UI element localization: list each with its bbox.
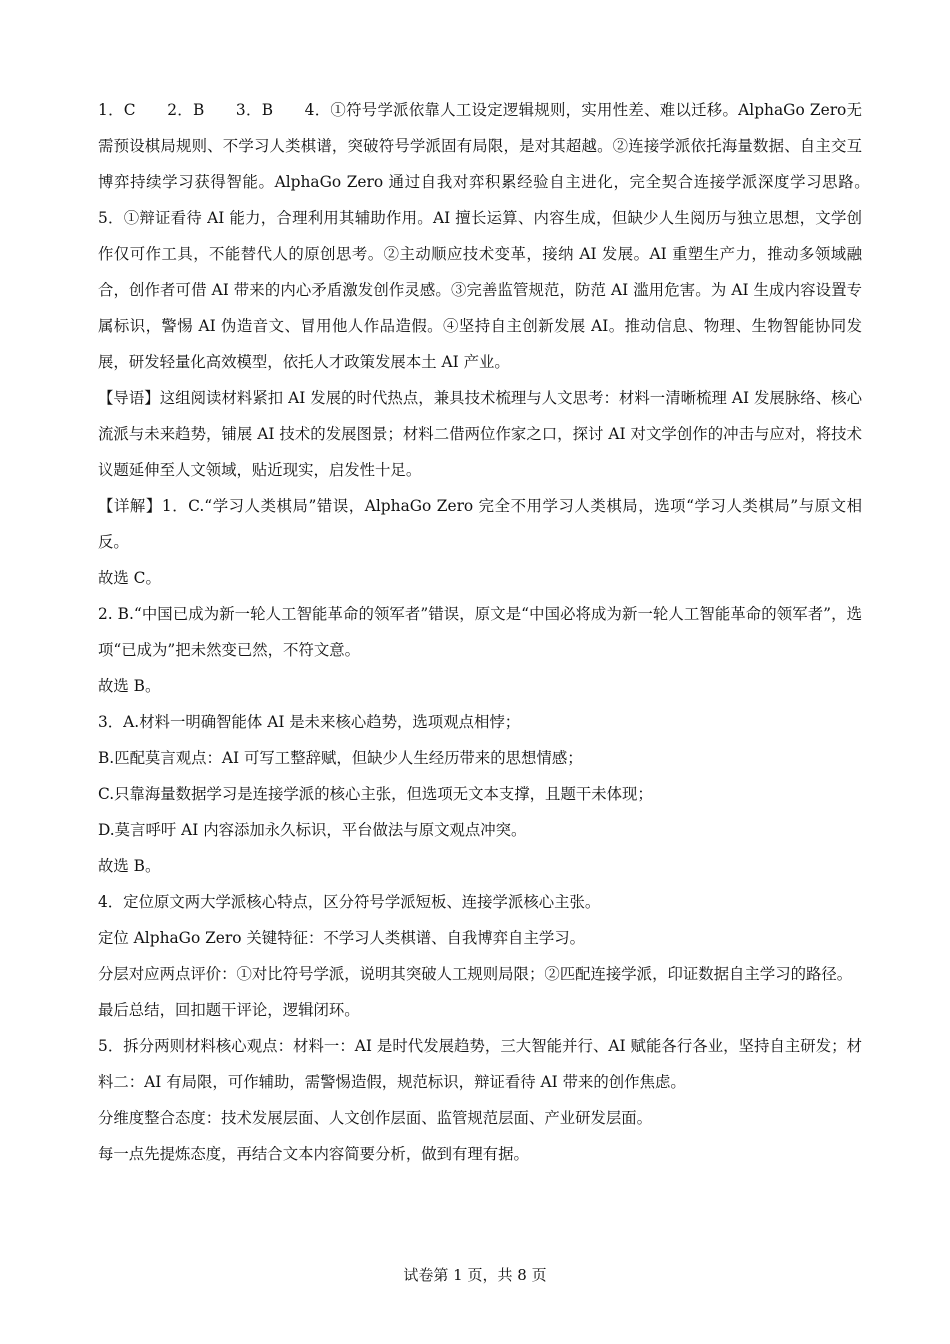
- detail-q5-step2: 分维度整合态度：技术发展层面、人文创作层面、监管规范层面、产业研发层面。: [98, 1109, 653, 1127]
- detail-q4-step4: 最后总结，回扣题干评论，逻辑闭环。: [98, 1001, 360, 1019]
- detail-q5-step1: 5．拆分两则材料核心观点：材料一：AI 是时代发展趋势，三大智能并行、AI 赋能各行各业，坚持自主研发；材料二：AI 有局限，可作辅助，需警惕造假，规范标识，辩证看待 AI 带来的创作焦虑。: [98, 1037, 862, 1091]
- answer-content: [98, 92, 893, 1172]
- detail-q2-choice: 故选 B。: [98, 677, 161, 695]
- detail-q3-b: B.匹配莫言观点：AI 可写工整辞赋，但缺少人生经历带来的思想情感；: [98, 749, 583, 767]
- page-footer: 试卷第 1 页，共 8 页: [403, 1266, 547, 1284]
- answer-paragraph-1: 1．C 2．B 3．B 4．①符号学派依靠人工设定逻辑规则，实用性差、难以迁移。AlphaGo Zero无需预设棋局规则、不学习人类棋谱，突破符号学派固有局限，是对其超越。②连接学派依托海量数据、自主交互博弈持续学习获得智能。AlphaGo Zero 通过自我对弈积累经验自主进化，完全契合连接学派深度学习思路。 5．①辩证看待 AI 能力，合理利用其辅助作用。AI 擅长运算、内容生成，但缺少人生阅历与独立思想，文学创作仅可作工具，不能替代人的原创思考。②主动顺应技术变革，接纳 AI 发展。AI 重塑生产力，推动多领域融合，创作者可借 AI 带来的内心矛盾激发创作灵感。③完善监管规范，防范 AI 滥用危害。为 AI 生成内容设置专属标识，警惕 AI 伪造音文、冒用他人作品造假。④坚持自主创新发展 AI。推动信息、物理、生物智能协同发展，研发轻量化高效模型，依托人才政策发展本土 AI 产业。: [98, 101, 893, 371]
- detail-q4-step2: 定位 AlphaGo Zero 关键特征：不学习人类棋谱、自我博弈自主学习。: [98, 929, 586, 947]
- detail-q3-c: C.只靠海量数据学习是连接学派的核心主张，但选项无文本支撑，且题干未体现；: [98, 785, 653, 803]
- intro-paragraph: 【导语】这组阅读材料紧扣 AI 发展的时代热点，兼具技术梳理与人文思考：材料一清晰梳理 AI 发展脉络、核心流派与未来趋势，铺展 AI 技术的发展图景；材料二借两位作家之口，探讨 AI 对文学创作的冲击与应对，将技术议题延伸至人文领域，贴近现实，启发性十足。: [98, 389, 862, 479]
- detail-q3-choice: 故选 B。: [98, 857, 161, 875]
- detail-q2: 2. B.“中国已成为新一轮人工智能革命的领军者”错误，原文是“中国必将成为新一轮人工智能革命的领军者”，选项“已成为”把未然变已然，不符文意。: [98, 605, 862, 659]
- detail-q3-d: D.莫言呼吁 AI 内容添加永久标识，平台做法与原文观点冲突。: [98, 821, 527, 839]
- detail-q4-step1: 4．定位原文两大学派核心特点，区分符号学派短板、连接学派核心主张。: [98, 893, 601, 911]
- detail-q3-a: 3．A.材料一明确智能体 AI 是未来核心趋势，选项观点相悖；: [98, 713, 521, 731]
- detail-q4-step3: 分层对应两点评价：①对比符号学派，说明其突破人工规则局限；②匹配连接学派，印证数据自主学习的路径。: [98, 965, 853, 983]
- detail-q1: 【详解】1．C.“学习人类棋局”错误，AlphaGo Zero 完全不用学习人类棋局，选项“学习人类棋局”与原文相反。: [98, 497, 862, 551]
- detail-q1-choice: 故选 C。: [98, 569, 161, 587]
- detail-q5-step3: 每一点先提炼态度，再结合文本内容简要分析，做到有理有据。: [98, 1145, 529, 1163]
